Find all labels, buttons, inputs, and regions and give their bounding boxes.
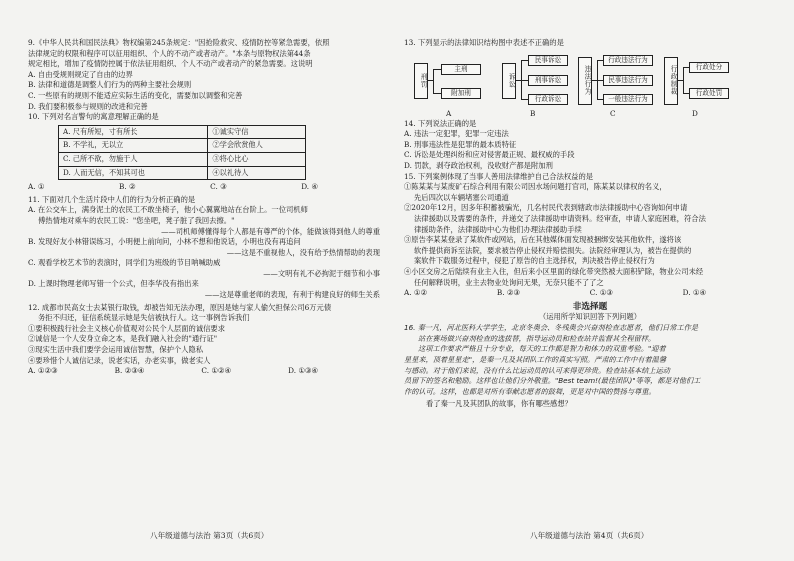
question-16 bbox=[404, 323, 776, 410]
case-3-cont: 软件提供商诉至法院，要求被告停止侵权并赔偿损失。法院经审理认为，被告在提供的 bbox=[414, 245, 692, 255]
case-4-cont: 任何解释说明，业主去物业处询问无果，无奈只能不了了之 bbox=[414, 277, 604, 287]
diagram-b-branch: 行政诉讼 bbox=[528, 94, 568, 105]
question-10 bbox=[28, 112, 388, 193]
option-c: C. 一些原有的规则不能适应实际生活的变化，需要加以调整和完善 bbox=[28, 90, 243, 100]
table-cell: ①诚实守信 bbox=[208, 125, 306, 139]
answer-d: D. ④ bbox=[301, 182, 318, 192]
answer-c: C. ①③ bbox=[589, 288, 613, 298]
question-14 bbox=[404, 119, 776, 172]
table-row bbox=[59, 139, 306, 153]
question-9-stem: 9.《中华人民共和国民法典》物权编第245条规定："因抢险救灾、疫情防控等紧急需要，依照 bbox=[28, 38, 330, 47]
page-footer-left: 八年级道德与法治 第3页（共6页） bbox=[150, 531, 269, 540]
question-11 bbox=[28, 195, 388, 301]
answer-c: C. ①②④ bbox=[201, 366, 231, 376]
answer-d: D. ①③④ bbox=[288, 366, 318, 376]
answer-b: B. ② bbox=[119, 182, 136, 192]
table-cell: ②学会欣赏他人 bbox=[208, 139, 306, 153]
question-16-ask: 看了秦一凡及其团队的故事，你有哪些感想？ bbox=[426, 398, 572, 408]
option-a-analysis: ——司机师傅懂得每个人都是有尊严的个体，能做该得到他人的尊重 bbox=[161, 226, 380, 236]
option-c: C. 诉讼是处理纠纷和应对侵害最正规、最权威的手段 bbox=[404, 150, 575, 160]
statement-1: ①要积极践行社会主义核心价值观对公民个人层面的诚信要求 bbox=[28, 323, 226, 333]
question-15 bbox=[404, 172, 776, 299]
option-d: D. 上课时物理老师写错一个公式，但李华没有指出来 bbox=[28, 279, 199, 289]
question-16-text: 星星来，顶着星星走"，是秦一凡及其团队工作的真实写照。严肃的工作中有着温馨 bbox=[404, 354, 667, 364]
question-16-text: 站在赛场做兴奋剂检查的选拔替，指导运动员和检查站并监督其全程留样。 bbox=[418, 333, 656, 343]
case-3-cont: 案软件下载服务过程中，侵犯了原告的自主选择权，判决被告停止侵权行为 bbox=[414, 256, 655, 266]
table-cell: ④以礼待人 bbox=[208, 166, 306, 180]
question-12 bbox=[28, 303, 388, 377]
case-1: ①陈某某与某废矿石综合利用有限公司因水场问题打官司，陈某某以律权的名义， bbox=[404, 182, 667, 192]
table-cell: A. 尺有所短，寸有所长 bbox=[59, 125, 208, 139]
diagram-b-branch: 刑事诉讼 bbox=[528, 75, 568, 86]
left-page bbox=[28, 38, 388, 377]
option-a: A. 在公交车上，满身泥土的农民工不敢坐椅子，他小心翼翼地站在台阶上。一位司机师 bbox=[28, 205, 308, 215]
answer-d: D. ①④ bbox=[682, 288, 706, 298]
diagram-b-branch: 民事诉讼 bbox=[528, 55, 568, 66]
case-4: ④小区交房之后陆续有业主入住，但后来小区里面的绿化带突然被大面积铲除，物业公司未经 bbox=[404, 266, 704, 276]
question-16-text: 与感动。对于他们来说，没有什么比运动员的认可来得更珍贵。检查站基本结上运动 bbox=[404, 365, 670, 375]
question-9 bbox=[28, 38, 388, 112]
diagram-label-c: C bbox=[610, 108, 616, 118]
answer-a: A. ①② bbox=[404, 288, 427, 298]
diagram-c-branch: 民事违法行为 bbox=[603, 75, 653, 86]
question-15-stem: 15. 下列案例体现了当事人善用法律维护自己合法权益的是 bbox=[404, 171, 594, 181]
table-row bbox=[59, 125, 306, 139]
table-cell: C. 己所不欲，勿施于人 bbox=[59, 152, 208, 166]
table-cell: ③将心比心 bbox=[208, 152, 306, 166]
answer-b: B. ②③ bbox=[496, 288, 520, 298]
table-cell: B. 不学礼，无以立 bbox=[59, 139, 208, 153]
answer-b: B. ②③④ bbox=[114, 366, 145, 376]
case-2-cont: 法律援助以及需要的条件，并递交了法律援助申请资料。经审查，申请人家庭困难，符合法 bbox=[414, 213, 706, 223]
diagram-label-d: D bbox=[692, 108, 698, 118]
option-d: D. 罚款，剥夺政治权利，没收财产都是附加刑 bbox=[404, 160, 553, 170]
question-16-text: 这项工作要求严格且十分专业，每天的工作都是智力和体力的双重考验。"迎着 bbox=[418, 344, 666, 354]
matching-table bbox=[58, 125, 306, 180]
diagram-d-branch: 行政处罚 bbox=[689, 88, 729, 99]
statement-4: ④要珍惜个人诚信记录，说老实话，办老实事，做老实人 bbox=[28, 355, 211, 365]
question-12-stem: 12. 成都市民高女士去某银行取钱，却被告知无法办理，原因是她与家人偷欠担保公司6万元债 bbox=[28, 302, 332, 312]
diagram-a-branch: 主刑 bbox=[441, 64, 481, 75]
option-d-analysis: ——这是尊重老师的表现，有利于构建良好的师生关系 bbox=[204, 290, 380, 300]
case-1-cont: 先后四次以车辆堵塞公司通道 bbox=[414, 192, 509, 202]
option-d: D. 我们要积极参与规则的改进和完善 bbox=[28, 101, 148, 111]
diagram-c-branch: 一般违法行为 bbox=[603, 94, 653, 105]
question-9-stem: 法律规定的权限和程序可以征用组织、个人的不动产或者动产。"本条与原物权法第44条 bbox=[28, 48, 311, 58]
diagram-label-b: B bbox=[530, 108, 536, 118]
option-b: B. 刑事违法性是犯罪的最本质特征 bbox=[404, 139, 517, 149]
table-cell: D. 人而无信，不知其可也 bbox=[59, 166, 208, 180]
diagram-c-branch: 行政违法行为 bbox=[603, 55, 653, 66]
diagram-b-root: 诉讼 bbox=[502, 63, 516, 99]
question-14-stem: 14. 下列说法正确的是 bbox=[404, 118, 477, 128]
option-a-cont: 傅热情地对乘车的农民工说："您坐吧，凳子脏了我回去擦。" bbox=[38, 215, 235, 225]
question-16-text: 16. 秦一凡，河北医科大学学生，北京冬奥会、冬残奥会兴奋剂检查志愿者，他们日常工作是 bbox=[404, 322, 699, 332]
answer-a: A. ① bbox=[28, 182, 45, 192]
option-a: A. 违法一定犯罪，犯罪一定违法 bbox=[404, 129, 509, 139]
statement-2: ②诚信是一个人安身立命之本，是我们融入社会的"通行证" bbox=[28, 334, 218, 344]
question-11-stem: 11. 下面对几个生活片段中人们的行为分析正确的是 bbox=[28, 194, 196, 204]
page-footer-right: 八年级道德与法治 第4页（共6页） bbox=[530, 531, 649, 540]
option-b-analysis: ——这是不重视他人，没有给予热情帮助的表现 bbox=[226, 247, 380, 257]
option-b: B. 法律和道德是调整人们行为的两种主要社会规则 bbox=[28, 80, 192, 90]
case-2: ②2020年12月，因多年积蓄被骗光，几名村民代表到辖政市法律援助中心咨询如何申请 bbox=[404, 203, 688, 213]
option-c: C. 观看学校艺术节的表演时，同学们为班级的节目呐喊助威 bbox=[28, 258, 221, 268]
answer-c: C. ③ bbox=[210, 182, 227, 192]
case-2-cont: 律援助条件，法律援助中心为他们办理法律援助手续 bbox=[414, 224, 582, 234]
case-3: ③原告李某某登录了某软件或网站，后在其他媒体面发现被捆绑安装其他软件，遂将该 bbox=[404, 235, 682, 245]
section-title: 非选择题 bbox=[572, 301, 608, 312]
statement-3: ③现实生活中我们要学会运用诚信智慧，保护个人隐私 bbox=[28, 345, 204, 355]
diagram-d-root: 行政制裁 bbox=[664, 57, 678, 105]
question-13 bbox=[404, 38, 776, 118]
answer-options bbox=[404, 288, 776, 299]
diagram-a-branch: 附加刑 bbox=[441, 88, 481, 99]
diagram-a-root: 刑罚 bbox=[414, 63, 428, 99]
question-13-stem: 13. 下列显示的法律知识结构图中表述不正确的是 bbox=[404, 38, 564, 47]
answer-options bbox=[28, 366, 388, 377]
answer-options bbox=[28, 182, 388, 193]
option-c-analysis: ——文明有礼不必拘泥于细节和小事 bbox=[263, 268, 380, 278]
diagram-c-root: 违法行为 bbox=[578, 57, 592, 105]
diagram-label-a: A bbox=[446, 108, 452, 118]
knowledge-diagrams bbox=[412, 51, 776, 118]
section-subtitle: （运用所学知识回答下列问题） bbox=[538, 312, 642, 322]
question-12-stem: 务拒不归还，征信系统显示她是失信被执行人。这一事例告诉我们 bbox=[38, 313, 250, 323]
option-a: A. 自由受规则规定了自由的边界 bbox=[28, 69, 133, 79]
table-row bbox=[59, 166, 306, 180]
question-9-stem: 规定相比，增加了疫情防控属于依法征用组织、个人不动产或者动产的紧急需要。这说明 bbox=[28, 59, 313, 69]
question-16-text: 作的认可。这样，也都是对所有奉献志愿者的鼓舞，更是对中国的赞扬与尊重。 bbox=[404, 387, 656, 397]
question-16-text: 员留下的签名和勉励。这样也让他们分外敬重。"Best team!(最佳团队)"等等，都是对他们工 bbox=[404, 376, 701, 386]
answer-a: A. ①②③ bbox=[28, 366, 58, 376]
table-row bbox=[59, 152, 306, 166]
diagram-d-branch: 行政处分 bbox=[689, 62, 729, 73]
question-10-stem: 10. 下列对名言警句的寓意理解正确的是 bbox=[28, 112, 159, 122]
option-b: B. 发现好友小林错误练习，小明便上前向问，小林不想和他说话，小明也没有再追问 bbox=[28, 237, 301, 247]
right-page bbox=[404, 38, 776, 409]
